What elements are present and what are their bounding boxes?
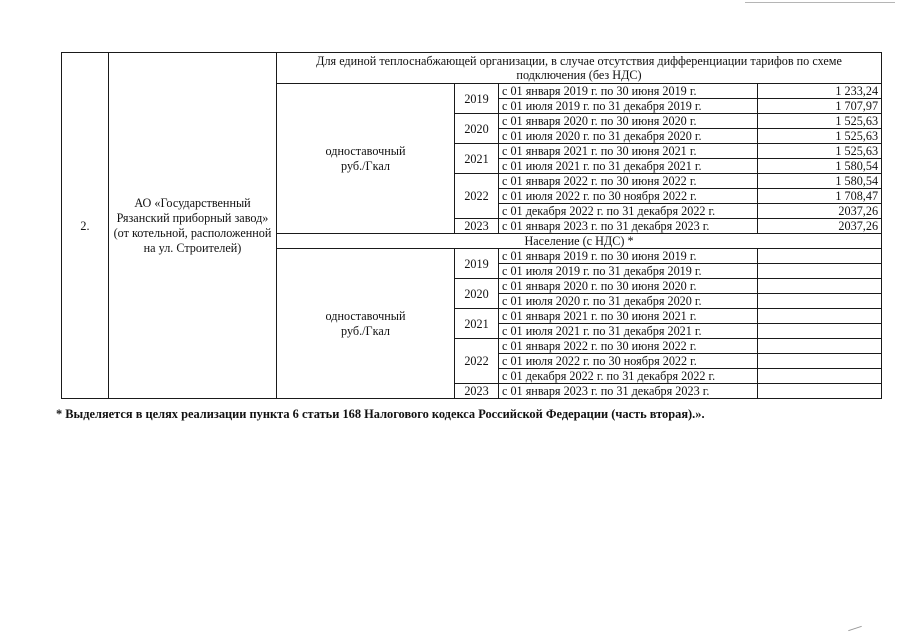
year-cell: 2020 <box>455 114 499 144</box>
period-cell: с 01 декабря 2022 г. по 31 декабря 2022 г. <box>499 369 758 384</box>
period-cell: с 01 января 2021 г. по 30 июня 2021 г. <box>499 144 758 159</box>
section1-tariff-type <box>277 84 455 234</box>
period-cell: с 01 декабря 2022 г. по 31 декабря 2022 г. <box>499 204 758 219</box>
year-cell: 2021 <box>455 309 499 339</box>
period-cell: с 01 января 2023 г. по 31 декабря 2023 г. <box>499 219 758 234</box>
value-cell <box>758 384 882 399</box>
tariff-unit-label: руб./Гкал <box>341 323 390 338</box>
year-cell: 2019 <box>455 84 499 114</box>
period-cell: с 01 января 2022 г. по 30 июня 2022 г. <box>499 339 758 354</box>
tariff-table <box>61 52 882 399</box>
period-cell: с 01 января 2021 г. по 30 июня 2021 г. <box>499 309 758 324</box>
value-cell: 1 580,54 <box>758 159 882 174</box>
table-row <box>62 53 882 84</box>
period-cell: с 01 января 2019 г. по 30 июня 2019 г. <box>499 249 758 264</box>
period-cell: с 01 января 2019 г. по 30 июня 2019 г. <box>499 84 758 99</box>
scan-artifact-mark <box>848 626 862 631</box>
year-cell: 2020 <box>455 279 499 309</box>
value-cell: 1 525,63 <box>758 129 882 144</box>
value-cell <box>758 369 882 384</box>
period-cell: с 01 июля 2019 г. по 31 декабря 2019 г. <box>499 99 758 114</box>
value-cell <box>758 279 882 294</box>
value-cell <box>758 294 882 309</box>
value-cell: 1 525,63 <box>758 114 882 129</box>
footnote: * Выделяется в целях реализации пункта 6 статьи 168 Налогового кодекса Российской Федерации (часть вторая).». <box>56 407 705 421</box>
section2-header: Население (с НДС) * <box>277 234 882 249</box>
section1-header: Для единой теплоснабжающей организации, в случае отсутствия дифференциации тарифов по схеме подключения (без НДС) <box>277 53 882 84</box>
period-cell: с 01 июля 2021 г. по 31 декабря 2021 г. <box>499 159 758 174</box>
period-cell: с 01 июля 2019 г. по 31 декабря 2019 г. <box>499 264 758 279</box>
period-cell: с 01 июля 2022 г. по 30 ноября 2022 г. <box>499 189 758 204</box>
value-cell: 1 580,54 <box>758 174 882 189</box>
value-cell <box>758 264 882 279</box>
period-cell: с 01 января 2020 г. по 30 июня 2020 г. <box>499 114 758 129</box>
year-cell: 2023 <box>455 219 499 234</box>
value-cell: 1 233,24 <box>758 84 882 99</box>
value-cell: 1 707,97 <box>758 99 882 114</box>
year-cell: 2023 <box>455 384 499 399</box>
year-cell: 2021 <box>455 144 499 174</box>
period-cell: с 01 июля 2021 г. по 31 декабря 2021 г. <box>499 324 758 339</box>
year-cell: 2022 <box>455 339 499 384</box>
year-cell: 2022 <box>455 174 499 219</box>
tariff-type-label: одноставочный <box>325 308 406 323</box>
organization-cell: АО «Государственный Рязанский приборный завод» (от котельной, расположенной на ул. Строителей) <box>109 53 277 399</box>
scan-artifact-line <box>745 2 895 3</box>
value-cell: 2037,26 <box>758 204 882 219</box>
period-cell: с 01 июля 2020 г. по 31 декабря 2020 г. <box>499 129 758 144</box>
section2-tariff-type <box>277 249 455 399</box>
period-cell: с 01 января 2020 г. по 30 июня 2020 г. <box>499 279 758 294</box>
period-cell: с 01 июля 2020 г. по 31 декабря 2020 г. <box>499 294 758 309</box>
period-cell: с 01 января 2023 г. по 31 декабря 2023 г. <box>499 384 758 399</box>
value-cell <box>758 354 882 369</box>
tariff-unit-label: руб./Гкал <box>341 158 390 173</box>
value-cell: 1 708,47 <box>758 189 882 204</box>
tariff-type-label: одноставочный <box>325 143 406 158</box>
period-cell: с 01 июля 2022 г. по 30 ноября 2022 г. <box>499 354 758 369</box>
value-cell <box>758 249 882 264</box>
value-cell <box>758 339 882 354</box>
value-cell: 2037,26 <box>758 219 882 234</box>
value-cell <box>758 324 882 339</box>
value-cell <box>758 309 882 324</box>
value-cell: 1 525,63 <box>758 144 882 159</box>
year-cell: 2019 <box>455 249 499 279</box>
row-number: 2. <box>62 53 109 399</box>
period-cell: с 01 января 2022 г. по 30 июня 2022 г. <box>499 174 758 189</box>
